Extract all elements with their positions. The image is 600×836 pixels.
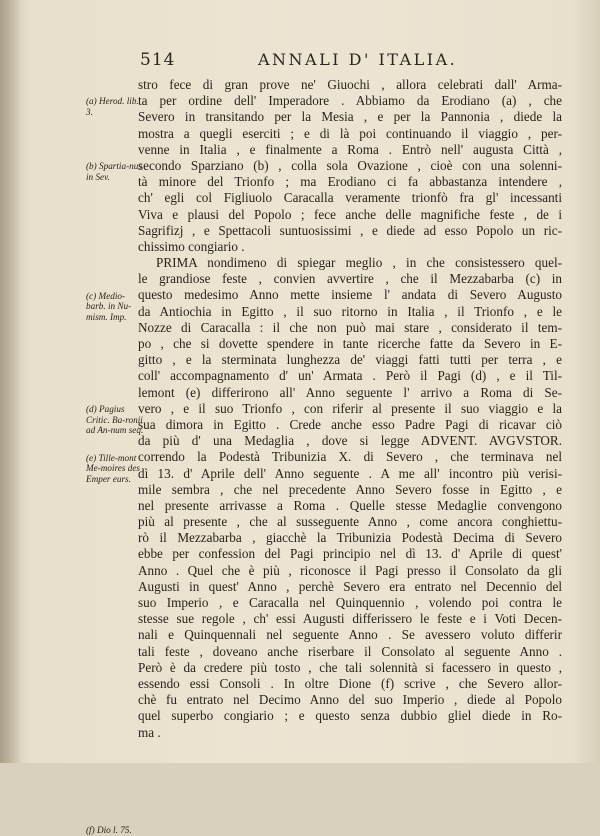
text-line: Sagrifizj , e Spettacoli suntuosissimi , e diede ad esso Popolo un ric- xyxy=(138,222,562,238)
text-line: le grandiose feste , convien avvertire , che il Mezzabarba (c) in xyxy=(138,271,562,287)
text-line: da più d' una Medaglia , dove si legge ADVENT. AVGVSTOR. xyxy=(138,433,562,449)
text-line: lemont (e) differirono all' Anno seguente l' arrivo a Roma di Se- xyxy=(138,384,562,400)
text-line: tali feste , doveano anche riserbare il Consolato al seguente Anno . xyxy=(138,643,562,659)
page-header xyxy=(140,50,560,76)
text-line: venne in Italia , e finalmente a Roma . Entrò nell' augusta Città , xyxy=(138,141,562,157)
text-line: correndo la Podestà Tribunizia X. di Severo , che terminava nel xyxy=(138,449,562,465)
text-line: stro fece di gran prove ne' Giuochi , allora celebrati dall' Arma- xyxy=(138,77,562,92)
text-line: questo medesimo Anno mette insieme l' andata di Severo Augusto xyxy=(138,287,562,303)
text-line: rò il Mezzabarba , giacchè la Tribunizia Podestà Decima di Severo xyxy=(138,530,562,546)
text-line: ta per ordine dell' Imperadore . Abbiamo da Erodiano (a) , che xyxy=(138,93,562,109)
text-line: ebbe per confession del Pagi principio nel dì 13. d' Aprile di quest' xyxy=(138,546,562,562)
text-line: chè fu entrato nel Decimo Anno del suo Imperio , diede al Popolo xyxy=(138,692,562,708)
text-line: PRIMA nondimeno di spiegar meglio , in che consistessero quel- xyxy=(156,255,562,271)
text-line: ma . xyxy=(138,724,161,740)
text-line: suo Imperio , e Caracalla nel Quinquennio , volendo poi contra le xyxy=(138,595,562,610)
text-line: Viva e plausi del Popolo ; fece anche delle magnifiche feste , de i xyxy=(138,206,562,222)
margin-note: (d) Pagius Critic. Ba-ronii ad An-num seq. xyxy=(86,404,144,436)
margin-note: (b) Spartia-nus in Sev. xyxy=(86,161,142,182)
text-line: tà minore del Trionfo ; ma Erodiano ci fa abbastanza intendere , xyxy=(138,174,562,190)
text-line: essendo essi Consoli . In oltre Dione (f) scrive , che Severo allor- xyxy=(138,675,562,691)
text-line: ch' egli col Figliuolo Caracalla veramente trionfò fra gl' incessanti xyxy=(138,190,562,206)
text-line: stesse sue regole , ch' essi Augusti differissero le feste e i Voti Decen- xyxy=(138,611,562,627)
page-number: 514 xyxy=(140,50,176,70)
margin-note: (a) Herod. lib. 3. xyxy=(86,96,139,117)
running-title: ANNALI D' ITALIA. xyxy=(258,50,458,69)
text-line: più al presente , che al susseguente Anno , come ancora conghiettu- xyxy=(138,514,562,530)
margin-note: (f) Dio l. 75. xyxy=(86,825,132,836)
text-line: Severo in transitando per la Mesia , e per la Pannonia , diede la xyxy=(138,109,562,125)
text-line: Però è da credere più tosto , che tali solennità si facessero in questo , xyxy=(138,659,562,675)
text-line: gitto , e la sterminata lunghezza de' viaggi fatti tutti per terra , e xyxy=(138,352,562,368)
text-line: quel superbo congiario ; e questo senza dubbio gliel diede in Ro- xyxy=(138,708,562,724)
text-line: po , che si dovette spendere in tante ricerche fatte da Severo in E- xyxy=(138,336,562,351)
text-line: chissimo congiario . xyxy=(138,238,245,254)
text-line: mostra a quegli eserciti ; e di là poi continuando il viaggio , per- xyxy=(138,125,562,141)
text-line: vero , e il suo Trionfo , con riferir al presente il suo viaggio e la xyxy=(138,400,562,416)
text-line: da Antiochia in Egitto , il suo ritorno in Italia , il Trionfo , e le xyxy=(138,303,562,319)
text-line: secondo Sparziano (b) , colla sola Ovazione , cioè con una solenni- xyxy=(138,157,562,173)
text-line: dì 13. d' Aprile dell' Anno seguente . A me all' incontro più verisi- xyxy=(138,465,562,481)
text-line: nali e Quinquennali nel seguente Anno . Se avessero voluto differir xyxy=(138,627,562,643)
body-text xyxy=(138,77,562,741)
margin-note: (e) Tille-mont Me-moires des Emper eurs. xyxy=(86,452,141,484)
text-line: coll' accompagnamento d' un' Armata . Però il Pagi (d) , e il Til- xyxy=(138,368,562,384)
page-fold-shadow xyxy=(0,0,22,763)
text-line: mile sembra , che nel precedente Anno Severo fosse in Egitto , e xyxy=(138,481,562,497)
text-line: nel presente arrivasse a Roma . Quelle stesse Medaglie convengono xyxy=(138,497,562,513)
text-line: Anno . Quel che è più , riconosce il Pagi presso il Consolato da gli xyxy=(138,562,562,578)
text-line: Nozze di Caracalla : il che non può mai stare , considerato il tem- xyxy=(138,319,562,335)
margin-note: (c) Medio-barb. in Nu-mism. Imp. xyxy=(86,290,132,322)
text-line: sua dimora in Egitto . Crede anche esso Padre Pagi di ricavar ciò xyxy=(138,416,562,432)
text-line: Augusti in quest' Anno , perchè Severo era entrato nel Decennio del xyxy=(138,578,562,594)
